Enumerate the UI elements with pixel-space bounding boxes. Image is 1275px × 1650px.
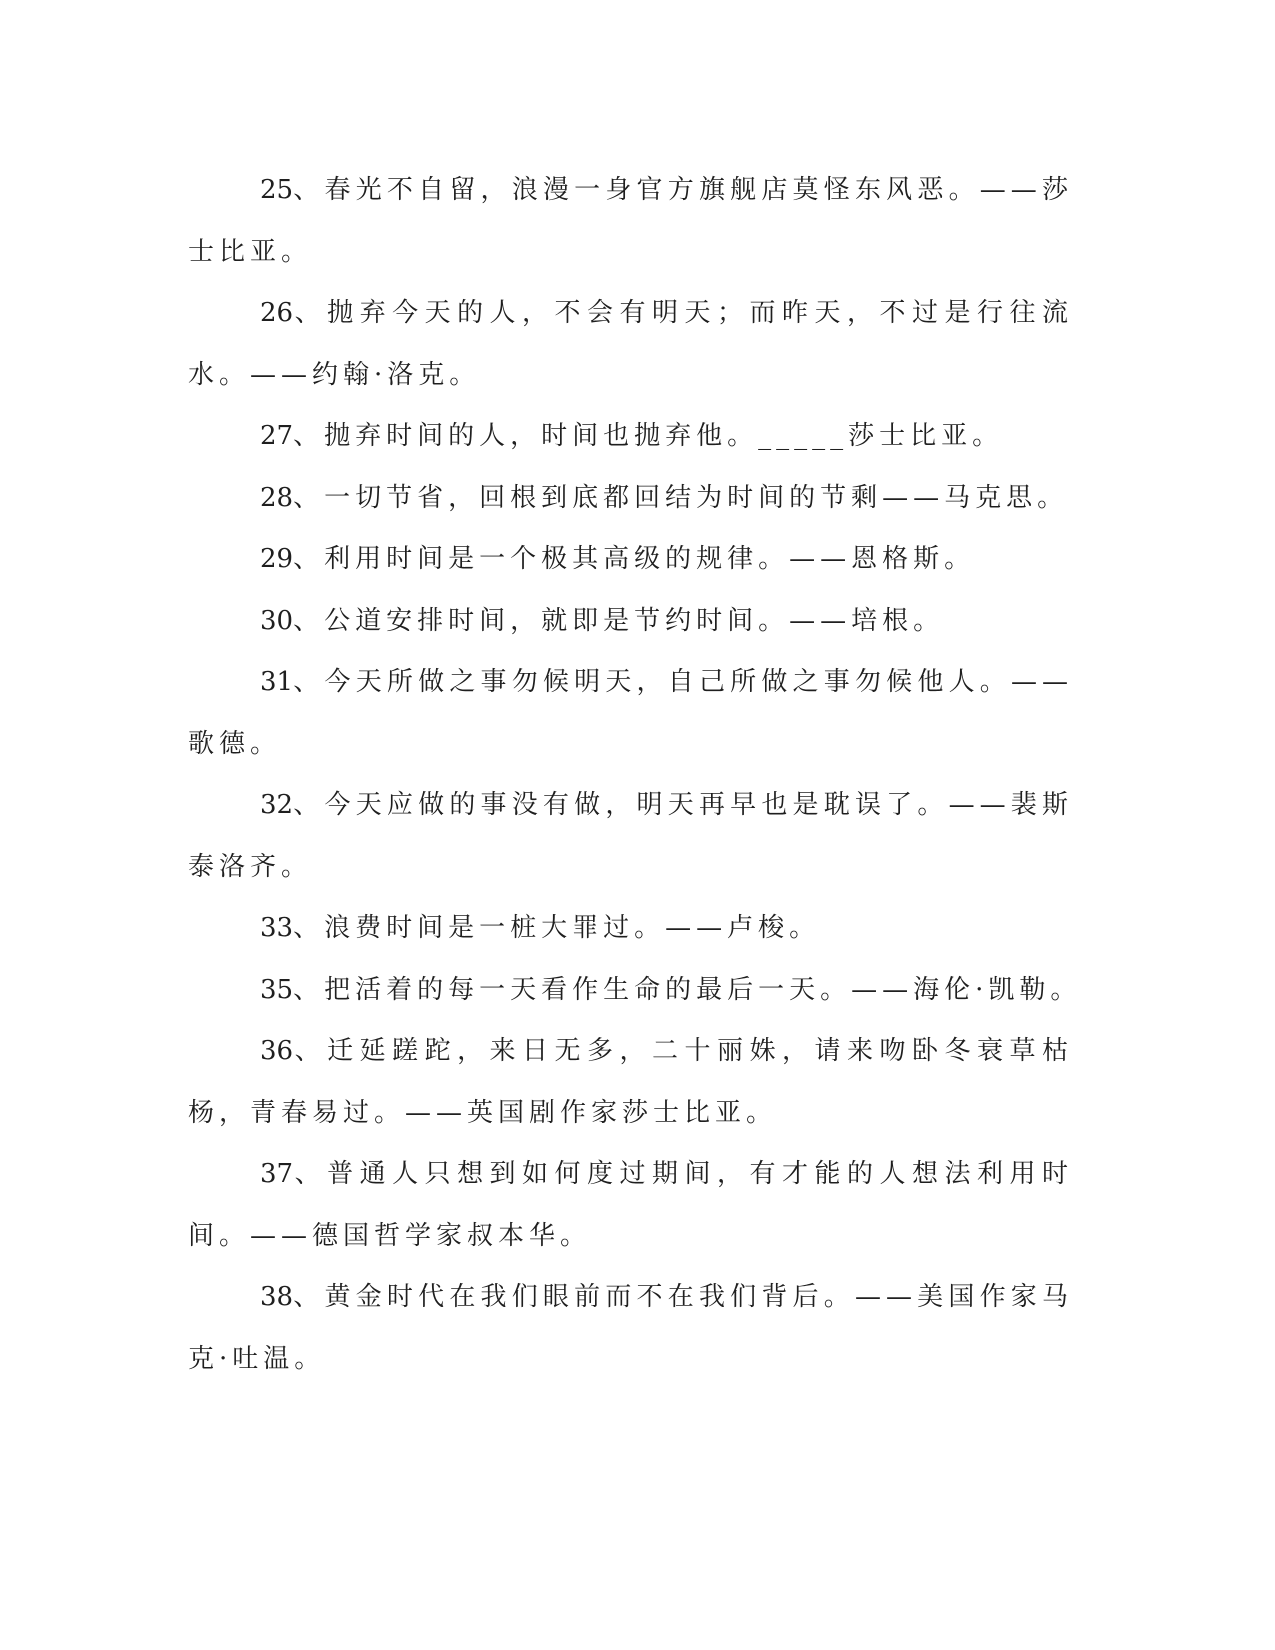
quote-number: 25 bbox=[260, 175, 294, 205]
quote-text: 、浪费时间是一桩大罪过。——卢梭。 bbox=[293, 913, 821, 943]
quote-32 bbox=[188, 775, 1073, 898]
quote-text: 、今天所做之事勿候明天，自己所做之事勿候他人。——歌德。 bbox=[188, 667, 1073, 759]
quote-number: 33 bbox=[260, 913, 294, 943]
quote-text: 、春光不自留，浪漫一身官方旗舰店莫怪东风恶。——莎士比亚。 bbox=[188, 175, 1073, 267]
quote-28 bbox=[188, 468, 1073, 530]
quote-number: 26 bbox=[260, 298, 294, 328]
quote-number: 36 bbox=[260, 1036, 294, 1066]
quote-number: 31 bbox=[260, 667, 294, 697]
quote-text: 、迁延蹉跎，来日无多，二十丽姝，请来吻卧冬衰草枯杨，青春易过。——英国剧作家莎士比亚。 bbox=[188, 1036, 1073, 1128]
quote-number: 30 bbox=[260, 605, 294, 636]
quote-36 bbox=[188, 1021, 1073, 1144]
quote-text: 、把活着的每一天看作生命的最后一天。——海伦·凯勒。 bbox=[293, 974, 1082, 1005]
quote-text: 、今天应做的事没有做，明天再早也是耽误了。——裴斯泰洛齐。 bbox=[188, 790, 1073, 882]
quote-text: 、黄金时代在我们眼前而不在我们背后。——美国作家马克·吐温。 bbox=[188, 1282, 1073, 1374]
quote-number: 28 bbox=[260, 482, 294, 513]
quote-number: 27 bbox=[260, 421, 294, 451]
quote-number: 29 bbox=[260, 544, 294, 574]
quote-text: 、普通人只想到如何度过期间，有才能的人想法利用时间。——德国哲学家叔本华。 bbox=[188, 1159, 1073, 1251]
quote-25 bbox=[188, 160, 1073, 283]
quote-35 bbox=[188, 960, 1082, 1022]
quote-text: 、公道安排时间，就即是节约时间。——培根。 bbox=[293, 605, 945, 636]
quote-text: 、利用时间是一个极其高级的规律。——恩格斯。 bbox=[293, 544, 976, 574]
quote-33 bbox=[188, 898, 1073, 960]
quote-30 bbox=[188, 591, 1073, 653]
quote-38 bbox=[188, 1267, 1073, 1390]
quote-text: 、一切节省，回根到底都回结为时间的节剩——马克思。 bbox=[293, 482, 1069, 513]
quote-text: 、抛弃时间的人，时间也抛弃他。_____莎士比亚。 bbox=[293, 421, 1004, 451]
quote-number: 32 bbox=[260, 790, 294, 820]
quote-31 bbox=[188, 652, 1073, 775]
quote-27 bbox=[188, 406, 1073, 468]
quote-37 bbox=[188, 1144, 1073, 1267]
quote-number: 35 bbox=[260, 974, 294, 1005]
quote-number: 37 bbox=[260, 1159, 294, 1189]
quote-26 bbox=[188, 283, 1073, 406]
quote-29 bbox=[188, 529, 1073, 591]
quote-number: 38 bbox=[260, 1282, 294, 1312]
quote-list bbox=[188, 160, 1082, 1390]
quote-text: 、抛弃今天的人，不会有明天；而昨天，不过是行往流水。——约翰·洛克。 bbox=[188, 298, 1073, 390]
